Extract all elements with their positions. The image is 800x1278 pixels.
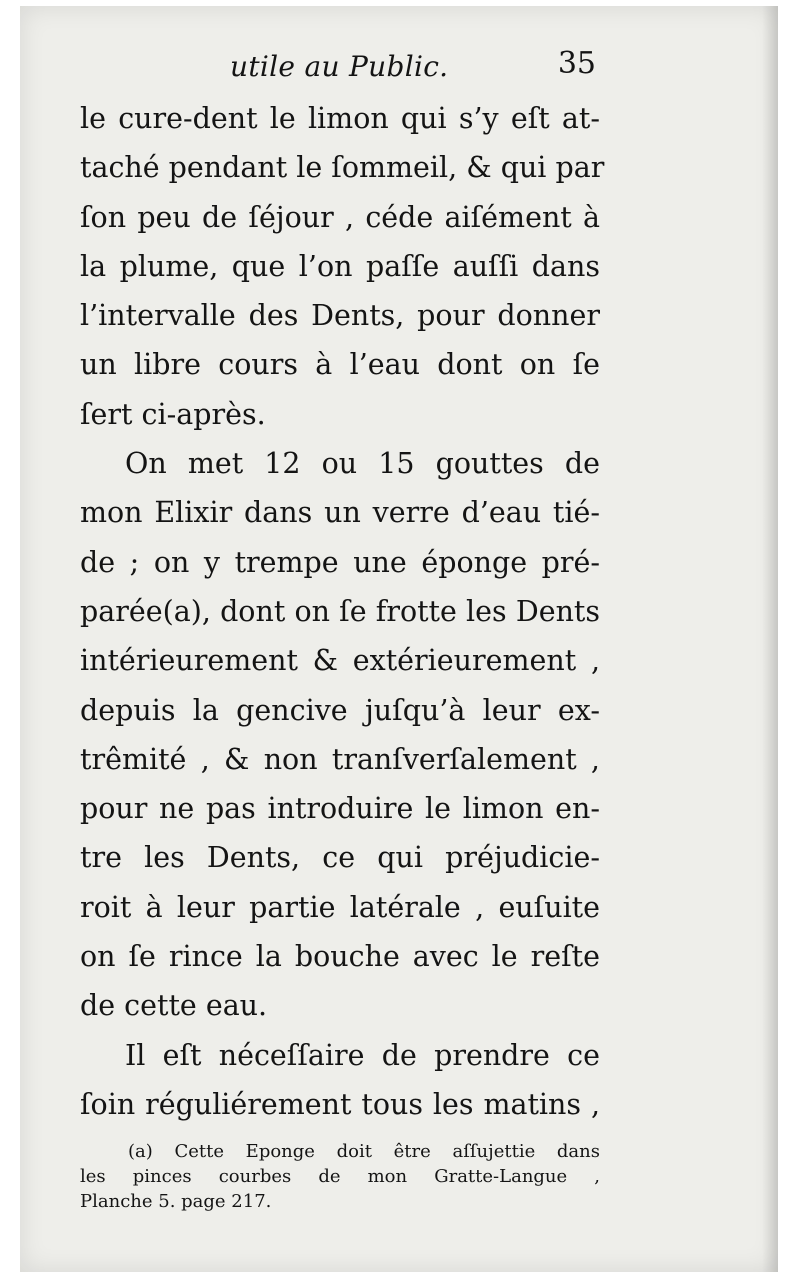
book-page [20,6,778,1272]
running-title: utile au Public. [230,50,449,83]
body-line: Il eſt néceſſaire de prendre ce [125,1038,600,1072]
footnote [80,1139,600,1214]
body-line: un libre cours à l’eau dont on ſe [80,348,600,382]
body-text [80,94,605,1129]
body-line: trêmité , & non tranſverſalement , [80,742,600,776]
footnote-line: Planche 5. page 217. [80,1191,272,1213]
page-header [80,46,600,94]
body-line: depuis la gencive juſqu’à leur ex- [80,693,600,727]
body-line: parée(a), dont on ſe frotte les Dents [80,594,600,628]
body-line: ſert ci-après. [80,397,266,431]
body-line: de ; on y trempe une éponge pré- [80,545,600,579]
body-line: taché pendant le ſommeil, & qui par [80,151,605,185]
footnote-line: les pinces courbes de mon Gratte-Langue , [80,1166,600,1188]
body-line: ſoin réguliérement tous les matins , [80,1087,600,1121]
body-line: de cette eau. [80,989,268,1023]
page-text-block [80,46,605,1214]
body-line: On met 12 ou 15 gouttes de [125,447,600,481]
body-line: le cure-dent le limon qui s’y eſt at- [80,102,600,135]
footnote-line: (a) Cette Eponge doit être aſſujettie dans [128,1141,600,1163]
body-line: ſon peu de ſéjour , céde aiſément à [80,200,600,234]
body-line: mon Elixir dans un verre d’eau tié- [80,496,600,530]
body-line: pour ne pas introduire le limon en- [80,792,600,826]
body-line: l’intervalle des Dents, pour donner [80,299,600,333]
page-edge-shadow [762,6,778,1272]
body-line: on ſe rince la bouche avec le reſte [80,940,600,974]
body-line: roit à leur partie latérale , euſuite [80,890,600,924]
body-line: tre les Dents, ce qui préjudicie- [80,841,600,875]
body-line: intérieurement & extérieurement , [80,644,600,678]
page-number: 35 [557,46,596,81]
body-line: la plume, que l’on paſſe auſſi dans [80,249,600,283]
